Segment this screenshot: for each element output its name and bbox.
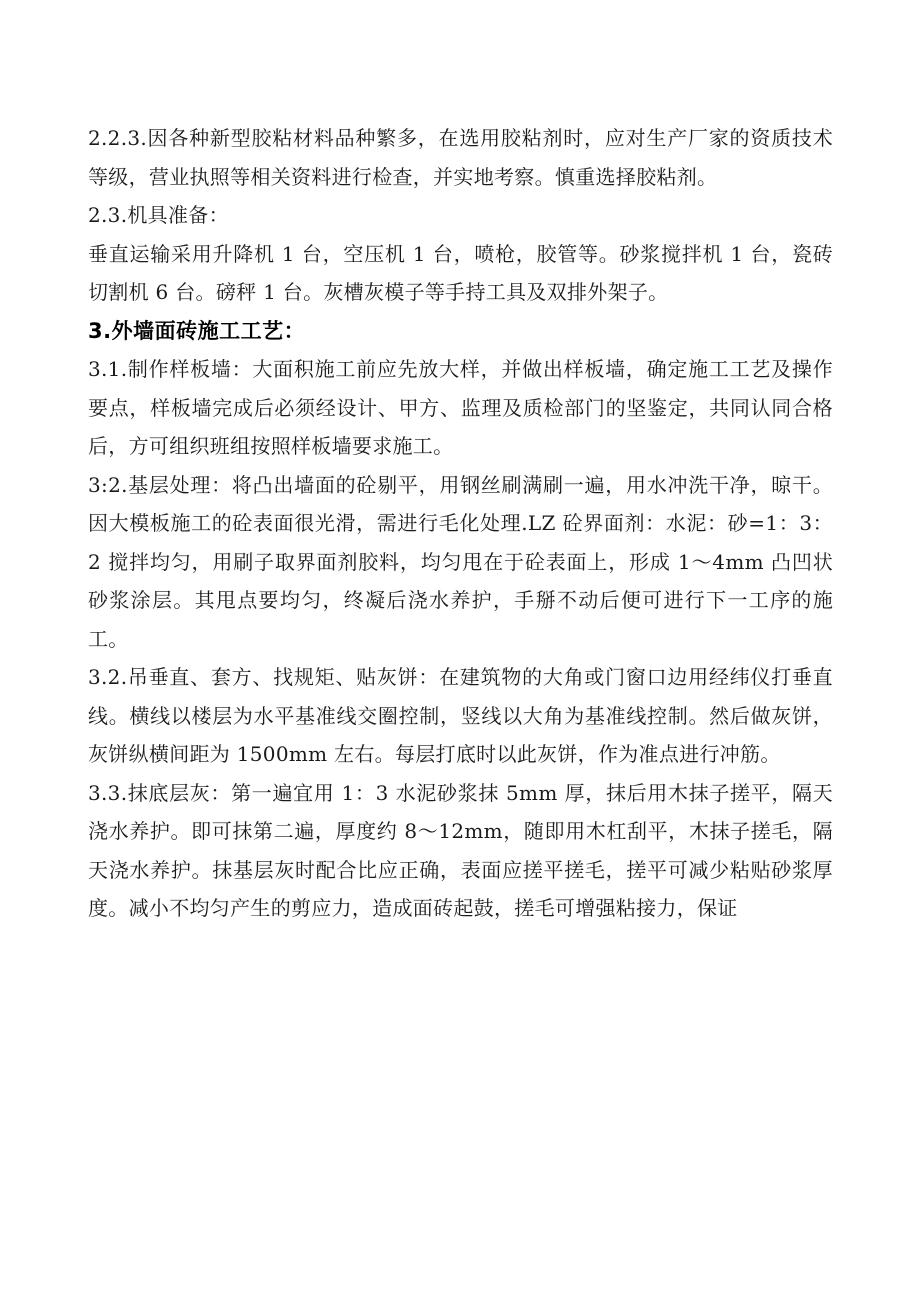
paragraph-equipment: 垂直运输采用升降机 1 台，空压机 1 台，喷枪，胶管等。砂浆搅拌机 1 台，瓷砖切割机 6 台。磅秤 1 台。灰槽灰模子等手持工具及双排外架子。	[88, 241, 833, 304]
section-heading-3: 3.外墙面砖施工工艺：	[88, 318, 306, 343]
paragraph-3-2-base: 3:2.基层处理：将凸出墙面的砼剔平，用钢丝刷满刷一遍，用水冲洗干净，晾干。因大模板施工的砼表面很光滑，需进行毛化处理.LZ 砼界面剂：水泥：砂=1：3：2 搅拌均匀，用刷子取界面剂胶料，均匀甩在于砼表面上，形成 1～4mm 凸凹状砂浆涂层。其甩点要均匀，终凝后浇水养护，手掰不动后便可进行下一工序的施工。	[88, 472, 833, 651]
paragraph-2-2-3: 2.2.3.因各种新型胶粘材料品种繁多，在选用胶粘剂时，应对生产厂家的资质技术等级，营业执照等相关资料进行检查，并实地考察。慎重选择胶粘剂。	[88, 126, 833, 189]
paragraph-3-3: 3.3.抹底层灰：第一遍宜用 1：3 水泥砂浆抹 5mm 厚，抹后用木抹子搓平，隔天浇水养护。即可抹第二遍，厚度约 8～12mm，随即用木杠刮平，木抹子搓毛，隔天浇水养护。抹基层灰时配合比应正确，表面应搓平搓毛，搓平可减少粘贴砂浆厚度。减小不均匀产生的剪应力，造成面砖起鼓，搓毛可增强粘接力，保证	[88, 780, 833, 920]
paragraph-3-1: 3.1.制作样板墙：大面积施工前应先放大样，并做出样板墙，确定施工工艺及操作要点，样板墙完成后必须经设计、甲方、监理及质检部门的坚鉴定，共同认同合格后，方可组织班组按照样板墙要求施工。	[88, 357, 833, 458]
paragraph-3-2-plumb: 3.2.吊垂直、套方、找规矩、贴灰饼：在建筑物的大角或门窗口边用经纬仪打垂直线。横线以楼层为水平基准线交圈控制，竖线以大角为基准线控制。然后做灰饼，灰饼纵横间距为 1500mm 左右。每层打底时以此灰饼，作为准点进行冲筋。	[88, 665, 833, 766]
document-body	[88, 119, 833, 928]
paragraph-2-3-heading: 2.3.机具准备：	[88, 203, 229, 227]
